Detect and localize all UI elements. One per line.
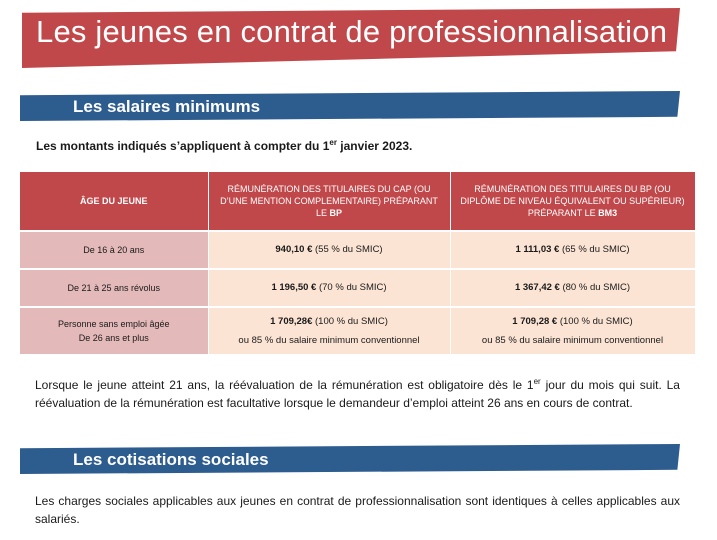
salary-table [20, 172, 696, 356]
table-row [20, 231, 695, 269]
revaluation-text-start: Lorsque le jeune atteint 21 ans, la réévaluation de la rémunération est obligatoire dès le 1 [35, 378, 534, 392]
cap-cell [208, 307, 450, 355]
age-cell: De 21 à 25 ans révolus [20, 269, 208, 307]
header-bp-text: RÉMUNÉRATION DES TITULAIRES DU BP (OU DIPLÔME DE NIVEAU ÉQUIVALENT OU SUPÉRIEUR) PRÉPARANT LE [460, 184, 685, 218]
revaluation-text-end: jour du mois qui suit. La réévaluation de la rémunération est facultative lorsque le demandeur d’emploi atteint 26 ans en cours de contrat. [35, 378, 680, 410]
bp-cell [450, 231, 695, 269]
bp-cell [450, 307, 695, 355]
header-bp [450, 172, 695, 231]
age-line-2: De 26 ans et plus [78, 333, 149, 343]
cap-cell [208, 231, 450, 269]
age-line-1: Personne sans emploi âgée [57, 319, 170, 329]
cap-amount: 940,10 € [275, 244, 313, 255]
header-cap-bold: BP [329, 208, 343, 218]
cap-percent: (55 % du SMIC) [312, 244, 383, 255]
cap-amount: 1 196,50 € [271, 282, 317, 293]
section-heading-salaires: Les salaires minimums [73, 97, 261, 116]
bp-alternative: ou 85 % du salaire minimum conventionnel [481, 334, 664, 346]
revaluation-paragraph [35, 376, 680, 412]
bp-amount: 1 367,42 € [514, 282, 560, 293]
bp-percent: (65 % du SMIC) [559, 244, 630, 255]
bp-amount: 1 111,03 € [515, 244, 560, 255]
header-bp-bold: BM3 [598, 208, 618, 218]
intro-superscript: er [329, 138, 337, 147]
intro-text-end: janvier 2023. [336, 139, 413, 153]
revaluation-superscript: er [533, 377, 541, 386]
cap-alternative: ou 85 % du salaire minimum conventionnel [238, 334, 420, 346]
age-cell [20, 307, 208, 355]
section-heading-cotisations: Les cotisations sociales [73, 450, 269, 469]
bp-amount: 1 709,28 € [512, 315, 558, 327]
table-row [20, 307, 695, 355]
bp-cell [450, 269, 695, 307]
cap-percent: (100 % du SMIC) [312, 315, 388, 327]
cotisations-paragraph: Les charges sociales applicables aux jeunes en contrat de professionnalisation sont identiques à celles applicables aux salariés. [35, 494, 680, 526]
table-header-row [20, 172, 695, 231]
header-cap-text: RÉMUNÉRATION DES TITULAIRES DU CAP (OU D’UNE MENTION COMPLEMENTAIRE) PRÉPARANT LE [220, 184, 438, 218]
header-age: ÂGE DU JEUNE [20, 172, 208, 231]
age-cell: De 16 à 20 ans [20, 231, 208, 269]
bp-percent: (80 % du SMIC) [559, 282, 631, 293]
cap-cell [208, 269, 450, 307]
cap-percent: (70 % du SMIC) [316, 282, 387, 293]
bp-percent: (100 % du SMIC) [557, 315, 633, 327]
page-title: Les jeunes en contrat de professionnalisation [36, 14, 668, 49]
table-row [20, 269, 695, 307]
cap-amount: 1 709,28€ [270, 315, 313, 327]
intro-text-start: Les montants indiqués s’appliquent à compter du 1 [36, 139, 330, 153]
header-cap [208, 172, 450, 231]
intro-text [36, 139, 412, 153]
